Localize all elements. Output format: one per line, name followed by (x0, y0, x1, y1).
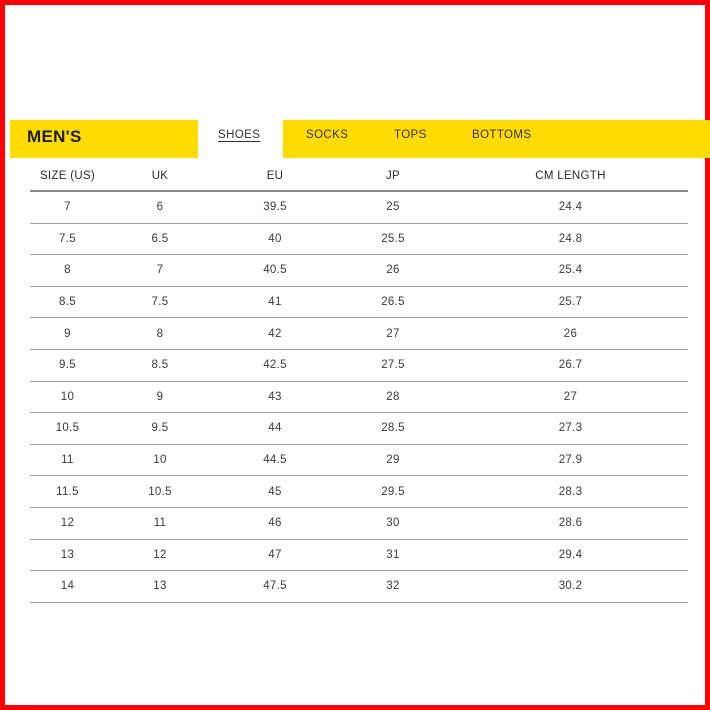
eu-cell: 40.5 (263, 264, 287, 277)
cm-length-cell: 29.4 (558, 548, 583, 561)
eu-cell: 46 (268, 517, 282, 530)
cm-length-cell: 27.3 (558, 422, 583, 435)
size-us-cell: 8 (64, 264, 71, 277)
table-row (30, 476, 688, 508)
table-row (30, 287, 688, 319)
size-us-cell: 11 (61, 454, 74, 467)
cm-length-cell: 26.7 (558, 359, 583, 372)
table-row (30, 413, 688, 445)
size-us-cell: 10 (60, 390, 75, 403)
table-row (30, 192, 688, 224)
table-row (30, 508, 688, 540)
uk-cell: 13 (153, 580, 167, 593)
page-title: MEN'S (27, 127, 82, 146)
uk-cell: 9.5 (151, 422, 169, 435)
eu-cell: 41 (268, 296, 282, 309)
cm-length-cell: 27.9 (558, 454, 583, 467)
eu-cell: 40 (268, 232, 282, 245)
jp-cell: 28 (386, 390, 400, 403)
size-us-cell: 9 (64, 327, 71, 340)
jp-cell: 26.5 (381, 296, 405, 309)
cm-length-cell: 30.2 (558, 580, 583, 593)
cm-length-cell: 25.7 (558, 296, 583, 309)
table-row (30, 350, 688, 382)
size-us-cell: 11.5 (56, 485, 79, 498)
uk-cell: 9 (156, 390, 164, 403)
size-us-cell: 13 (60, 548, 75, 561)
jp-cell: 30 (386, 517, 400, 530)
size-us-cell: 9.5 (59, 359, 76, 372)
jp-cell: 29.5 (381, 485, 405, 498)
size-us-cell: 8.5 (59, 296, 76, 309)
table-row (30, 540, 688, 572)
cm-length-cell: 24.4 (558, 201, 583, 214)
table-header-row (30, 162, 688, 192)
uk-cell: 7.5 (151, 296, 169, 309)
table-row (30, 571, 688, 603)
tab-bottoms[interactable]: BOTTOMS (472, 129, 532, 141)
uk-cell: 8 (156, 327, 164, 340)
jp-cell: 25.5 (381, 232, 405, 245)
eu-cell: 42.5 (263, 359, 287, 372)
table-body (30, 192, 688, 603)
eu-cell: 47 (268, 548, 282, 561)
jp-cell: 25 (386, 201, 400, 214)
table-row (30, 255, 688, 287)
tab-socks[interactable]: SOCKS (306, 129, 349, 141)
jp-cell: 32 (386, 580, 400, 593)
uk-cell: 8.5 (151, 359, 169, 372)
eu-cell: 42 (268, 327, 282, 340)
jp-cell: 26 (386, 264, 400, 277)
column-header-jp: JP (385, 170, 401, 182)
cm-length-cell: 28.6 (558, 517, 583, 530)
jp-cell: 31 (386, 548, 400, 561)
size-us-cell: 14 (60, 580, 75, 593)
size-us-cell: 12 (60, 517, 75, 530)
uk-cell: 7 (156, 264, 164, 277)
column-header-uk: UK (151, 170, 169, 182)
table-row (30, 382, 688, 414)
eu-cell: 45 (268, 485, 282, 498)
cm-length-cell: 28.3 (558, 485, 583, 498)
table-row (30, 318, 688, 350)
column-header-size-us: SIZE (US) (39, 170, 96, 182)
jp-cell: 27.5 (381, 359, 405, 372)
size-table (30, 162, 688, 603)
tab-tops[interactable]: TOPS (394, 129, 427, 141)
cm-length-cell: 26 (563, 327, 578, 340)
eu-cell: 39.5 (263, 201, 287, 214)
eu-cell: 47.5 (263, 580, 287, 593)
column-header-cm-length: CM LENGTH (535, 170, 606, 182)
size-us-cell: 10.5 (55, 422, 80, 435)
size-us-cell: 7 (64, 201, 71, 214)
eu-cell: 44.5 (263, 454, 287, 467)
size-chart-header (10, 120, 710, 158)
tab-shoes[interactable]: SHOES (218, 129, 261, 141)
uk-cell: 10.5 (148, 485, 172, 498)
uk-cell: 12 (153, 548, 167, 561)
cm-length-cell: 24.8 (558, 232, 583, 245)
uk-cell: 6.5 (151, 232, 169, 245)
uk-cell: 10 (153, 454, 167, 467)
jp-cell: 28.5 (381, 422, 405, 435)
uk-cell: 11 (153, 517, 167, 530)
table-row (30, 445, 688, 477)
eu-cell: 43 (268, 390, 282, 403)
table-row (30, 224, 688, 256)
eu-cell: 44 (268, 422, 282, 435)
jp-cell: 27 (386, 327, 400, 340)
cm-length-cell: 27 (563, 390, 578, 403)
uk-cell: 6 (156, 201, 164, 214)
cm-length-cell: 25.4 (558, 264, 583, 277)
size-us-cell: 7.5 (59, 232, 76, 245)
column-header-eu: EU (266, 170, 284, 182)
jp-cell: 29 (386, 454, 400, 467)
